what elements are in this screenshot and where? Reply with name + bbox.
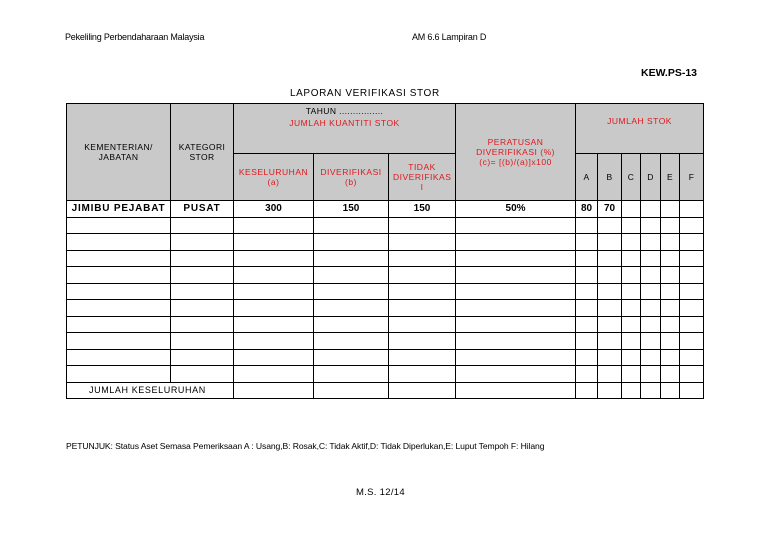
- total-label: JUMLAH KESELURUHAN: [67, 382, 234, 399]
- cell-keseluruhan: 300: [234, 201, 314, 218]
- header-jumlah-stok: JUMLAH STOK: [576, 104, 704, 154]
- table-row: [67, 201, 704, 218]
- cell-kategori: PUSAT: [171, 201, 234, 218]
- cell-tidak-diverifikasi: 150: [389, 201, 456, 218]
- empty-row: [67, 349, 704, 366]
- report-year: TAHUN ................: [305, 106, 384, 116]
- header-jumlah-kuantiti: TAHUN ................ JUMLAH KUANTITI STOK: [234, 104, 456, 154]
- cell-status-e: [661, 201, 680, 218]
- cell-status-c: [622, 201, 641, 218]
- empty-row: [67, 283, 704, 300]
- header-status-a: A: [576, 154, 598, 201]
- circular-title: Pekeliling Perbendaharaan Malaysia: [65, 32, 205, 42]
- header-kategori: KATEGORI STOR: [171, 104, 234, 201]
- header-status-e: E: [661, 154, 680, 201]
- header-status-b: B: [598, 154, 622, 201]
- empty-row: [67, 250, 704, 267]
- header-status-c: C: [622, 154, 641, 201]
- empty-row: [67, 316, 704, 333]
- report-title: LAPORAN VERIFIKASI STOR: [290, 88, 440, 99]
- form-code: KEW.PS-13: [641, 67, 698, 79]
- cell-status-b: 70: [598, 201, 622, 218]
- cell-status-a: 80: [576, 201, 598, 218]
- header-kementerian: KEMENTERIAN/ JABATAN: [67, 104, 171, 201]
- header-status-d: D: [641, 154, 661, 201]
- total-row: [67, 382, 704, 399]
- header-diverifikasi: DIVERIFIKASI (b): [314, 154, 389, 201]
- verification-table: [66, 103, 704, 399]
- cell-status-f: [680, 201, 704, 218]
- empty-row: [67, 366, 704, 383]
- cell-diverifikasi: 150: [314, 201, 389, 218]
- header-peratusan: PERATUSAN DIVERIFIKASI (%) (c)= [(b)/(a)]x100: [456, 104, 576, 201]
- status-legend: PETUNJUK: Status Aset Semasa Pemeriksaan A : Usang,B: Rosak,C: Tidak Aktif,D: Tidak Diperlukan,E: Luput Tempoh F: Hilang: [66, 441, 545, 451]
- empty-row: [67, 333, 704, 350]
- header-status-f: F: [680, 154, 704, 201]
- empty-row: [67, 300, 704, 317]
- cell-peratusan: 50%: [456, 201, 576, 218]
- page-number: M.S. 12/14: [356, 487, 405, 498]
- header-keseluruhan: KESELURUHAN (a): [234, 154, 314, 201]
- header-tidak-diverifikasi: TIDAK DIVERIFIKAS I: [389, 154, 456, 201]
- empty-row: [67, 267, 704, 284]
- empty-row: [67, 217, 704, 234]
- appendix-reference: AM 6.6 Lampiran D: [412, 32, 487, 42]
- cell-kementerian: JIMIBU PEJABAT: [67, 201, 171, 218]
- empty-row: [67, 234, 704, 251]
- cell-status-d: [641, 201, 661, 218]
